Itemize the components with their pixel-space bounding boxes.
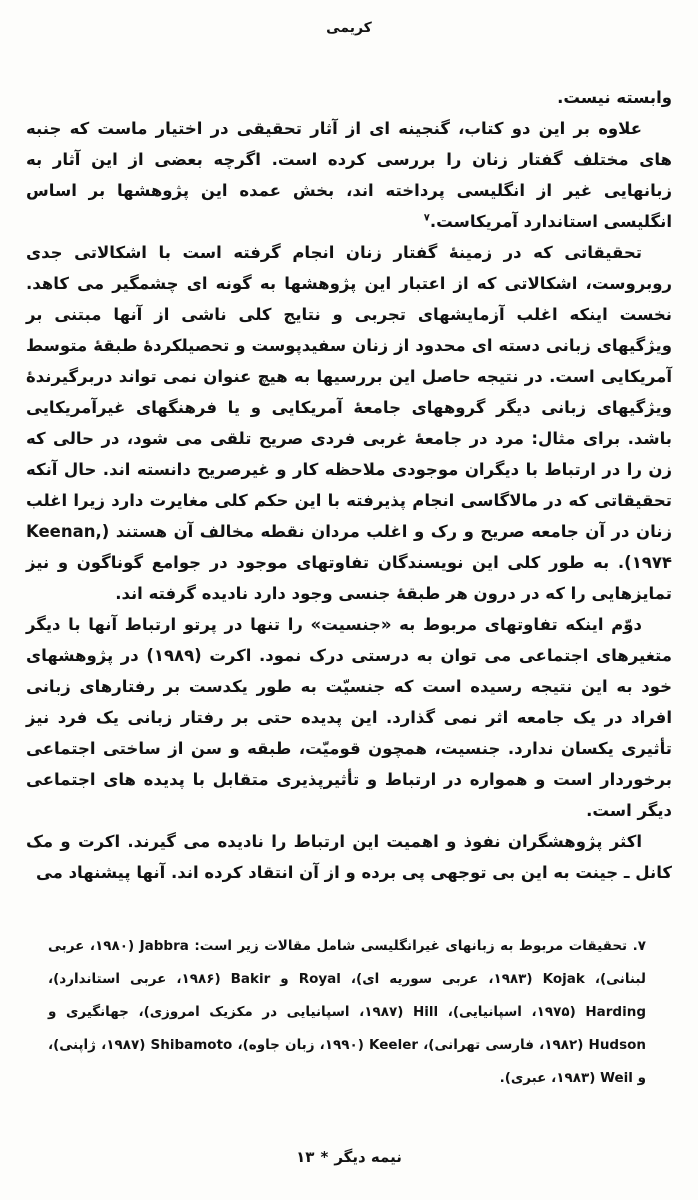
footnote-marker: ۷ [423,212,430,224]
page-footer [0,1148,698,1166]
footnote: ۷. تحقیقات مربوط به زبانهای غیرانگلیسی شامل مقالات زیر است: Jabbra (۱۹۸۰، عربی لبنانی)، Kojak (۱۹۸۳، عربی سوریه ای)، Royal و Bakir (۱۹۸۶، عربی استاندارد)، Harding (۱۹۷۵، اسپانیایی)، Hill (۱۹۸۷، اسپانیایی در مکزیک امروزی)، جهانگیری و Hudson (۱۹۸۲، فارسی تهرانی)، Keeler (۱۹۹۰، زبان جاوه)، Shibamoto (۱۹۸۷، ژاپنی)، و Weil (۱۹۸۳، عبری). [48,938,647,1086]
paragraph: اکثر پژوهشگران نفوذ و اهمیت این ارتباط را نادیده می گیرند. اکرت و مک کانل ـ جینت به این بی توجهی پی برده و از آن انتقاد کرده اند. آنها پیشنهاد می [26,832,672,882]
paragraph-text: علاوه بر این دو کتاب، گنجینه ای از آثار تحقیقی در اختیار ماست که جنبه های مختلف گفتار زنان را بررسی کرده است. اگرچه بعضی از این آثار به زبانهایی غیر از انگلیسی پرداخته اند، بخش عمده این پژوهشها بر اساس انگلیسی استاندارد آمریکاست. [26,119,672,231]
paragraph: تحقیقاتی که در زمینهٔ گفتار زنان انجام گرفته است با اشکالاتی جدی روبروست، اشکالاتی که از اعتبار این پژوهشها به گونه ای چشمگیر می کاهد. نخست اینکه اغلب آزمایشهای تجربی و نتایج کلی ناشی از آنها مبتنی بر ویژگیهای زبانی دسته ای محدود از زنان سفیدپوست و تحصیلکردهٔ طبقهٔ متوسط آمریکایی است. در نتیجه حاصل این بررسیها به هیچ عنوان نمی تواند دربرگیرندهٔ ویژگیهای زبانی دیگر گروههای جامعهٔ آمریکایی و یا فرهنگهای غیرآمریکایی باشد. برای مثال: مرد در جامعهٔ غربی فردی صریح تلقی می شود، در حالی که زن را در ارتباط با دیگران موجودی ملاحظه کار و غیرصریح دانسته اند. حال آنکه تحقیقاتی که در مالاگاسی انجام پذیرفته با این حکم کلی مغایرت دارد زیرا اغلب زنان در آن جامعه صریح و رک و اغلب مردان نقطه مخالف آن هستند (Keenan, ۱۹۷۴). به طور کلی این نویسندگان تفاوتهای موجود در جوامع گوناگون و نیز تمایزهایی را که در درون هر طبقهٔ جنسی وجود دارد نادیده گرفته اند. [26,243,672,603]
article-body [26,82,672,888]
page-number: ۱۳ [296,1148,315,1166]
paragraph: دوّم اینکه تفاوتهای مربوط به «جنسیت» را تنها در پرتو ارتباط آنها با دیگر متغیرهای اجتماعی می توان به درستی درک نمود. اکرت (۱۹۸۹) در پژوهشهای خود به این نتیجه رسیده است که جنسیّت به طور یکدست بر رفتارهای زبانی افراد در یک جامعه اثر نمی گذارد. این پدیده حتی بر رفتار زبانی یک فرد نیز تأثیری یکسان ندارد. جنسیت، همچون قومیّت، طبقه و سن از ساختی اجتماعی برخوردار است و همواره در ارتباط و تأثیرپذیری متقابل با پدیده های اجتماعی دیگر است. [26,615,672,820]
paragraph [26,113,672,237]
journal-name: نیمه دیگر [334,1148,402,1166]
footer-separator: * [320,1148,329,1166]
running-head-author: کریمی [326,20,372,36]
paragraph-continuation: وابسته نیست. [557,88,672,107]
